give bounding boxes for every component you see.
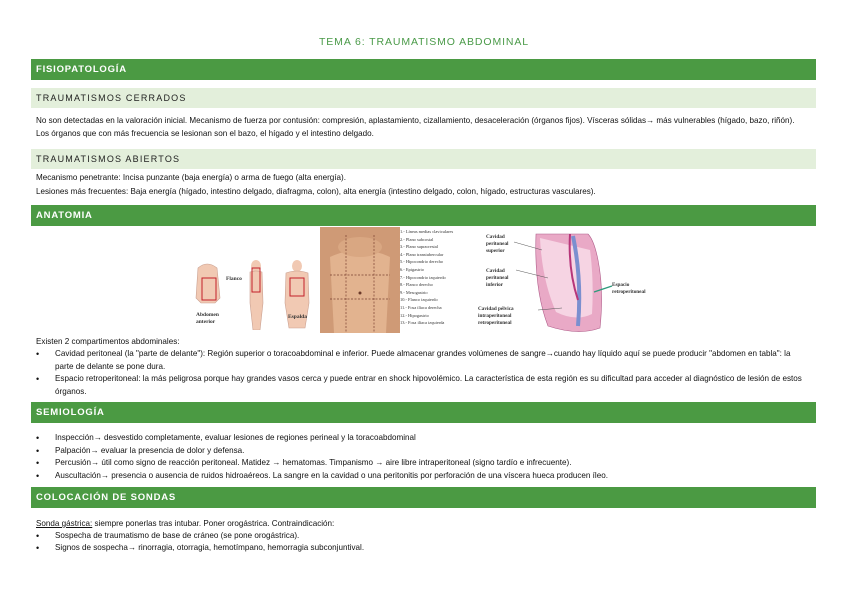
semiologia-bullet-text: Inspección→ desvestido completamente, evaluar lesiones de regiones perineal y la toracoabdominal [55, 433, 416, 442]
legend-item: 8.- Flanco derecho [400, 282, 433, 288]
semiologia-bullet-text: Percusión→ útil como signo de reacción peritoneal. Matidez → hematomas. Timpanismo → aire libre intraperitoneal (signo tardío e infrecuente). [55, 458, 572, 467]
bullet-dot: • [36, 531, 40, 541]
legend-item: 4.- Plano transtubercular [400, 251, 444, 257]
torso-photo [320, 227, 400, 333]
sondas-bullet-text: Sospecha de traumatismo de base de cráneo (se pone orogástrica). [55, 531, 300, 540]
label-abdomen-anterior: Abdomen anterior [196, 312, 219, 325]
label-cavidad-pelvica: Cavidad pélvica intraperitoneal retroperitoneal [478, 306, 514, 326]
sondas-bullet-text: Signos de sospecha→ rinorragia, otorragia, hemotímpano, hemorragia subconjuntival. [55, 543, 365, 552]
section-header-anatomia: ANATOMIA [31, 205, 816, 226]
legend-item: 11.- Fosa ilíaca derecha [400, 304, 442, 310]
section-header-semiologia: SEMIOLOGÍA [31, 402, 816, 423]
legend-item: 13.- Fosa ilíaca izquierda [400, 320, 445, 326]
legend-item: 5.- Hipocondrio derecho [400, 259, 444, 265]
anatomia-bullet-1 [36, 348, 811, 373]
legend-item: 3.- Plano supracrestal [400, 244, 438, 250]
anatomia-bullet-2 [36, 373, 811, 398]
label-cavidad-inferior: Cavidad peritoneal inferior [486, 268, 509, 288]
label-espacio-retro: Espacio retroperitoneal [612, 282, 646, 295]
section-header-sondas: COLOCACIÓN DE SONDAS [31, 487, 816, 508]
semiologia-bullet-text: Auscultación→ presencia o ausencia de ruidos hidroaéreos. La sangre en la cavidad o una peritonitis por perforación de una víscera hueca producen íleo. [55, 471, 608, 480]
bullet-dot: • [36, 543, 40, 553]
legend-list [400, 227, 468, 327]
bullet-dot: • [36, 458, 40, 468]
document-title: TEMA 6: TRAUMATISMO ABDOMINAL [318, 36, 530, 48]
bullet-dot: • [36, 374, 40, 384]
label-espalda: Espalda [288, 314, 307, 320]
subsection-header-abiertos: TRAUMATISMOS ABIERTOS [31, 149, 816, 169]
bullet-dot: • [36, 349, 40, 359]
bullet-dot: • [36, 433, 40, 443]
sondas-intro [36, 517, 796, 530]
sonda-gastrica-text: siempre ponerlas tras intubar. Poner orogástrica. Contraindicación: [92, 519, 335, 528]
legend-item: 1.- Líneas medias claviculares [400, 229, 454, 234]
legend-item: 10.- Flanco izquierdo [400, 297, 438, 303]
anatomia-bullet-text: Espacio retroperitoneal: la más peligrosa porque hay grandes vasos cerca y puede entrar en shock hipovolémico. La característica de esta región es su dificultad para acceder al diagnóstico de lesión de estos órganos. [55, 374, 802, 396]
torso-regions-svg [320, 227, 400, 333]
label-cavidad-superior: Cavidad peritoneal superior [486, 234, 509, 254]
bullet-dot: • [36, 471, 40, 481]
legend-item: 9.- Mesogastrio [400, 289, 428, 295]
legend-item: 2.- Plano subcostal [400, 236, 434, 242]
semiologia-bullet-4 [36, 470, 811, 483]
semiologia-bullet-1 [36, 432, 811, 445]
bullet-dot: • [36, 446, 40, 456]
legend-item: 12.- Hipogastrio [400, 312, 429, 318]
sondas-bullet-2 [36, 542, 811, 555]
anatomia-intro: Existen 2 compartimentos abdominales: [36, 337, 180, 346]
abiertos-line-2: Lesiones más frecuentes: Baja energía (hígado, intestino delgado, diafragma, colon), alta energía (intestino delgado, colon, hígado, estructuras vasculares). [36, 187, 596, 196]
semiologia-bullet-text: Palpación→ evaluar la presencia de dolor y defensa. [55, 446, 245, 455]
sondas-bullet-1 [36, 530, 811, 543]
label-flanco: Flanco [226, 276, 242, 282]
section-header-fisiopatologia: FISIOPATOLOGÍA [31, 59, 816, 80]
cerrados-text: No son detectadas en la valoración inicial. Mecanismo de fuerza por contusión: compresión, aplastamiento, cizallamiento, desaceleración (órganos fijos). Vísceras sólidas→ más vulnerables (hígado, bazo, riñón). Los órganos que con más frecuencia se lesionan son el bazo, el hígado y el intestino delgado. [36, 116, 795, 138]
legend-item: 6.- Epigastrio [400, 266, 424, 272]
abiertos-line-1: Mecanismo penetrante: Incisa punzante (baja energía) o arma de fuego (alta energía). [36, 173, 346, 182]
legend-item: 7.- Hipocondrio izquierdo [400, 274, 446, 280]
semiologia-bullet-2 [36, 445, 811, 458]
regions-legend [400, 227, 468, 333]
cavity-diagram [478, 230, 668, 336]
anatomia-bullet-text: Cavidad peritoneal (la "parte de delante"): Región superior o toracoabdominal e inferior. Puede almacenar grandes volúmenes de sangre→cuando hay líquido aquí se puede producir "abdomen en tabla": la parte de delante se pone dura. [55, 349, 791, 371]
semiologia-bullet-3 [36, 457, 811, 470]
sonda-gastrica-label: Sonda gástrica: [36, 519, 93, 528]
subsection-header-cerrados: TRAUMATISMOS CERRADOS [31, 88, 816, 108]
body-regions-figure [193, 258, 318, 330]
